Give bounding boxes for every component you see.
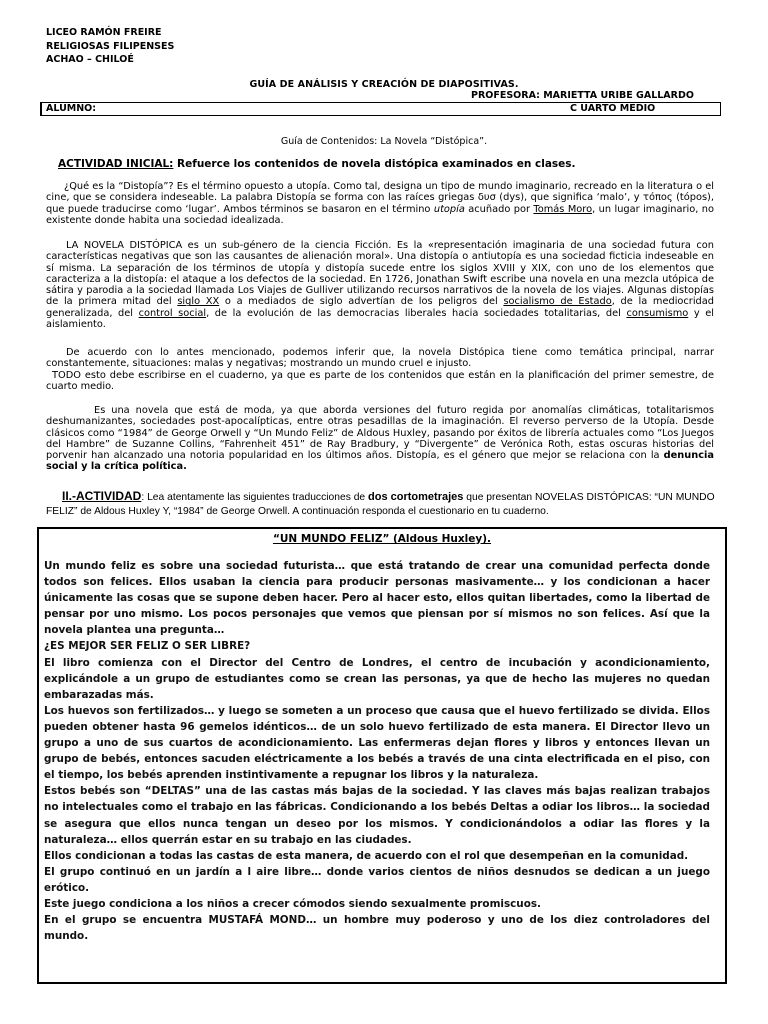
school-header [46, 26, 174, 67]
link-tomas-moro[interactable]: Tomás Moro [533, 203, 593, 215]
p2-text-d: , de la evolución de las democracias liberales hacia sociedades totalitarias, del [206, 307, 627, 319]
p1-text-c: , un lugar imaginario, no existente donde habita una sociedad idealizada. [46, 203, 714, 226]
activity-initial-text: Refuerce los contenidos de novela distópica examinados en clases. [173, 158, 576, 170]
story-box [37, 527, 727, 984]
school-line-2: RELIGIOSAS FILIPENSES [46, 40, 175, 52]
guide-title: GUÍA DE ANÁLISIS Y CREACIÓN DE DIAPOSITIVAS. [249, 79, 519, 90]
story-paragraph-4: Estos bebés son “DELTAS” una de las castas más bajas de la sociedad. Y las claves más bajas realizan trabajos no intelectuales como el trabajo en las fábricas. Condicionando a los bebés Deltas a odiar los libros… la sociedad se asegura que ellos nunca tengan un deseo por los mismos. Y condicionándolos a odiar las flores y la naturaleza… ellos querrán estar en su trabajo en las ciudades. [44, 785, 710, 846]
p2-text-e: y el aislamiento. [46, 307, 714, 331]
p1-utopia: utopía [433, 203, 465, 215]
activity-two-text-a: : Lea atentamente las siguientes traducciones de [141, 492, 369, 503]
activity-initial-label: ACTIVIDAD INICIAL: [58, 158, 174, 170]
student-label: ALUMNO: [46, 103, 97, 114]
p1-text-a: ¿Qué es la “Distopía”? Es el término opuesto a utopía. Como tal, designa un tipo de mundo imaginario, recreado en la literatura o el cine, que se considera indeseable. La palabra Distopía se forma con las raíces griegas δυσ (dys), que significa ‘malo’, y τόπος (tópos), que puede traducirse como ‘lugar’. Ambos términos se basaron en el término [46, 181, 714, 215]
story-paragraph-3: Los huevos son fertilizados… y luego se someten a un proceso que causa que el huevo fertilizado se divida. Ellos pueden obtener hasta 96 gemelos idénticos… de un solo huevo fertilizado de esta manera. El Director llevo un grupo a uno de sus cuartos de acondicionamiento. Las enfermeras dejan flores y libros y entonces llevan un grupo de bebés, entonces sacuden eléctricamente a los bebés a través de una cinta electrificada en el piso, con el tiempo, los bebés aprenden instintivamente a repugnar los libros y la naturaleza. [44, 704, 710, 782]
grade-label: C UARTO MEDIO [570, 103, 656, 114]
school-line-3: ACHAO – CHILOÉ [46, 54, 134, 65]
p1-text-b: acuñado por [464, 203, 534, 215]
paragraph-moda [46, 405, 714, 473]
link-siglo-xx[interactable]: siglo XX [177, 296, 220, 308]
link-control-social[interactable]: control social [138, 307, 207, 319]
story-box-title [39, 533, 725, 545]
story-paragraph-2: El libro comienza con el Director del Centro de Londres, el centro de incubación y acondicionamiento, explicándole a un grupo de estudiantes como se crean las personas, ya que de hecho las mujeres no quedan embarazadas más. [44, 656, 710, 701]
paragraph-novela-distopica [46, 240, 714, 330]
link-socialismo[interactable]: socialismo de Estado [503, 296, 612, 308]
p3-text-a: De acuerdo con lo antes mencionado, podemos inferir que, la novela Distópica tiene como temática principal, narrar constantemente, situaciones: malas y negativas; mostrando un mundo cruel e injusto. [46, 347, 714, 370]
story-paragraph-7: Este juego condiciona a los niños a crecer cómodos siendo sexualmente promiscuos. [44, 897, 541, 910]
paragraph-inferencia [46, 347, 714, 392]
p2-text-c: , de la mediocridad generalizada, del [46, 296, 714, 319]
paragraph-distopia [46, 181, 714, 226]
activity-initial [58, 158, 576, 170]
story-title-text: “UN MUNDO FELIZ” (Aldous Huxley). [272, 533, 492, 545]
activity-two-bold: dos cortometrajes [368, 491, 464, 503]
p3-text-b: TODO esto debe escribirse en el cuaderno, ya que es parte de los contenidos que están en la planificación del primer semestre, de cuarto medio. [46, 369, 714, 392]
link-consumismo[interactable]: consumismo [626, 307, 689, 319]
teacher-name: PROFESORA: MARIETTA URIBE GALLARDO [471, 90, 694, 101]
story-question: ¿ES MEJOR SER FELIZ O SER LIBRE? [44, 640, 251, 653]
activity-two [46, 489, 726, 519]
school-line-1: LICEO RAMÓN FREIRE [46, 27, 162, 38]
student-row [40, 102, 721, 116]
story-paragraph-5: Ellos condicionan a todas las castas de esta manera, de acuerdo con el rol que desempeñan en la comunidad. [44, 849, 689, 862]
p2-text-a: LA NOVELA DISTÓPICA es un sub-género de la ciencia Ficción. Es la «representación imaginaria de una sociedad futura con características negativas que son las causantes de alienación moral». Una distopía o antiutopía es una sociedad ficticia indeseable en sí misma. La separación de los términos de utopía y distopía sucede entre los siglos XVIII y XIX, con uno de los elementos que caracteriza a la distopía: el ataque a los defectos de la sociedad. En 1726, Jonathan Swift escribe una novela en una mezcla utópica de sátira y parodia a la sociedad llamada Los Viajes de Gulliver utilizando recursos narrativos de la novela de los viajes. Algunas distopías de la primera mitad del [46, 240, 714, 308]
p2-text-b: o a mediados de siglo advertían de los peligros del [219, 296, 504, 308]
activity-two-label: II.-ACTIVIDAD [62, 489, 142, 503]
story-paragraph-6: El grupo continuó en un jardín a l aire libre… donde varios cientos de niños desnudos se dedican a un juego erótico. [44, 865, 710, 894]
p4-text-bold: denuncia social y la crítica política. [46, 450, 714, 473]
activity-two-text-b: que presentan NOVELAS DISTÓPICAS: “UN MUNDO FELIZ” de Aldous Huxley Y, “1984” de George Orwell. A continuación responda el cuestionario en tu cuaderno. [46, 492, 715, 517]
story-box-body [44, 558, 710, 944]
p4-text-a: Es una novela que está de moda, ya que aborda versiones del futuro regida por anomalías climáticas, totalitarismos deshumanizantes, sociedades post-apocalípticas, entre otras pesadillas de la imaginación. El reverso perverso de la Utopía. Desde clásicos como “1984” de George Orwell y “Un Mundo Feliz” de Aldous Huxley, pasando por éxitos de librería actuales como “Los Juegos del Hambre” de Suzanne Collins, “Fahrenheit 451” de Ray Bradbury, y “Divergente” de Verónica Roth, estas oscuras historias del porvenir han alcanzado una notoria popularidad en los últimos años. Distopía, es el género que mejor se relaciona con la [46, 405, 714, 462]
story-paragraph-1: Un mundo feliz es sobre una sociedad futurista… que está tratando de crear una comunidad perfecta donde todos son felices. Ellos usaban la ciencia para producir personas masivamente… y los condicionan a hacer únicamente las cosas que se supone deben hacer. Pero al hacer esto, ellos quitan libertades, como la libertad de pensar por uno mismo. Los pocos personajes que vemos que piensan por sí mismos no son felices. Así que la novela plantea una pregunta… [44, 560, 710, 637]
story-paragraph-8: En el grupo se encuentra MUSTAFÁ MOND… un hombre muy poderoso y uno de los diez controladores del mundo. [44, 914, 710, 943]
contents-title: Guía de Contenidos: La Novela “Distópica”. [280, 136, 488, 147]
